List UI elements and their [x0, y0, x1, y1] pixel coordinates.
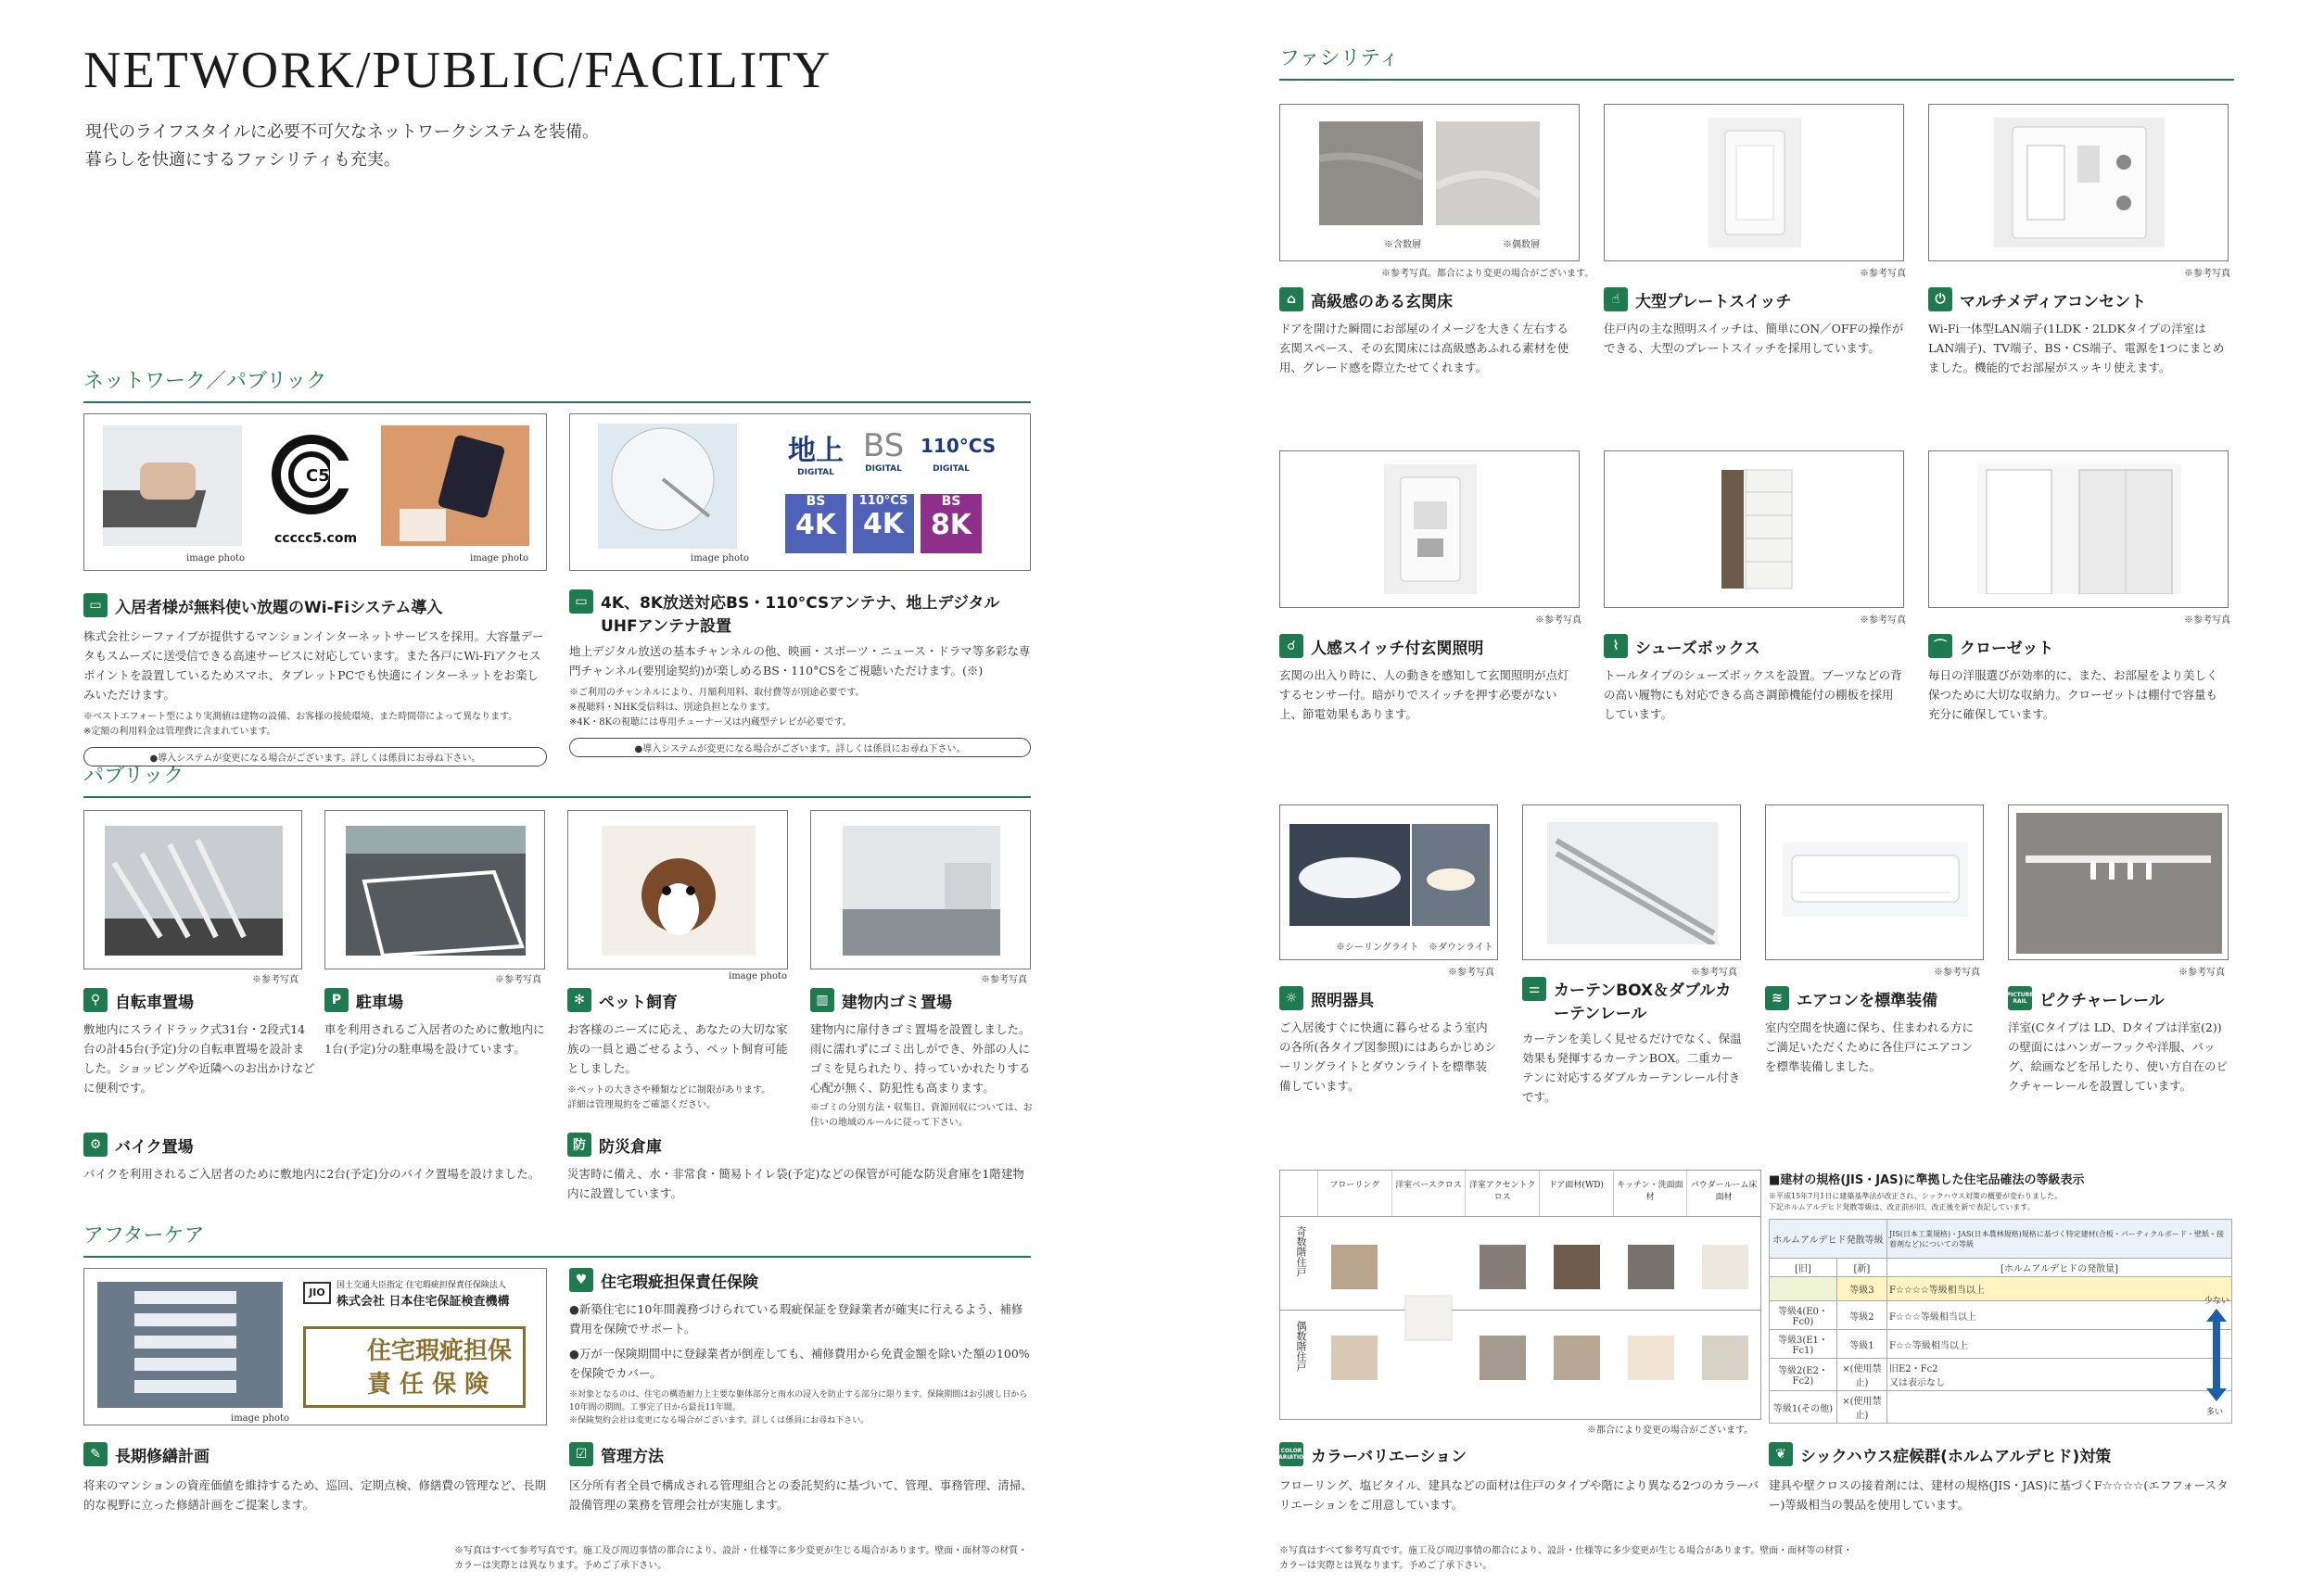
col-door: ドア面材(WD): [1539, 1171, 1613, 1216]
picture-body: 洋室(Cタイプは LD、Dタイプは洋室(2))の壁面にはハンガーフックや洋服、バッグ、絵画などを吊したり、使い方自在のピクチャーレールを設置しています。: [2008, 1020, 2229, 1093]
warranty-block: [569, 1268, 1033, 1427]
jio-card: [83, 1268, 547, 1425]
bicycle-body: 敷地内にスライドラック式31台・2段式14台の計45台(予定)分の自転車置場を設計ました。ショッピングや近隣へのお出かけなどに便利です。: [83, 1022, 315, 1095]
color-variation-icon: COLOR VARIATION: [1279, 1442, 1303, 1466]
sickhouse-table-note: ※平成15年7月1日に建築基準法が改正され、シックハウス対策の概要が変わりました。 下記ホルムアルデヒド発散等級は、改正前が旧、改正後を新で表記しています。: [1769, 1192, 2062, 1211]
bs-digital-logo: [853, 427, 914, 483]
lighting-card: [1279, 804, 1498, 960]
cell: 旧E2・Fc2 又は表示なし: [1886, 1359, 2231, 1391]
cell: F☆☆等級相当以上: [1886, 1330, 2231, 1359]
color-body: フローリング、塩ビタイル、建具などの面材は住戸のタイプや階により異なる2つのカラーバリエーションをご用意しています。: [1279, 1478, 1759, 1512]
caption: ※参考写真: [2184, 269, 2230, 279]
disaster-icon: 防: [567, 1133, 591, 1157]
bs4k-a: BS: [806, 494, 826, 509]
page-title: NETWORK/PUBLIC/FACILITY: [83, 42, 832, 99]
cell: 等級1(その他): [1770, 1391, 1837, 1424]
bs4k-logo: [785, 494, 846, 553]
floor-card: [1279, 104, 1580, 261]
disaster-title: 防災倉庫: [599, 1137, 662, 1157]
warranty-title: 住宅瑕疵担保責任保険: [601, 1273, 758, 1292]
bs-sub: DIGITAL: [865, 464, 902, 474]
wrench-icon: ✎: [83, 1442, 108, 1466]
curtain-rail-photo: [1547, 822, 1718, 944]
bicycle-title: 自転車置場: [115, 993, 194, 1012]
th-standard: JIS(日本工業規格)・JAS(日本農林規格)規格に基づく特定建材(合板・パーティクルボード・壁紙・接着剤など)についての等級: [1886, 1220, 2231, 1259]
cell: F☆☆☆☆等級相当以上: [1886, 1277, 2231, 1301]
repair-title: 長期修繕計画: [115, 1447, 210, 1466]
bs4k-b: 4K: [794, 509, 837, 541]
warranty-bullet-2: ●万が一保険期間中に登録業者が倒産しても、補修費用から免責金額を除いた額の100%を保険でカバー。: [569, 1347, 1030, 1380]
even-swatches: [1331, 1336, 1748, 1380]
color-title: カラーバリエーション: [1311, 1447, 1467, 1466]
caption: ※参考写真: [252, 975, 298, 985]
cell: ×(使用禁止): [1836, 1359, 1886, 1391]
dog-photo: [602, 826, 756, 956]
switch-title: 大型プレートスイッチ: [1635, 292, 1792, 311]
sensor-title: 人感スイッチ付玄関照明: [1311, 639, 1484, 658]
parking-block: [324, 988, 547, 1058]
bicycle-icon: ⚲: [83, 988, 108, 1012]
cs-digital-logo: [921, 427, 997, 483]
trash-body: 建物内に扉付きゴミ置場を設置しました。雨に濡れずにゴミ出しができ、外部の人にゴミを見られたり、持っていかれたりする心配が無く、防犯性も高まります。: [810, 1022, 1031, 1095]
switch-card: [1604, 104, 1904, 261]
wifi-pill: ●導入システムが変更になる場合がございます。詳しくは係員にお尋ね下さい。: [83, 747, 547, 766]
trash-block: [810, 988, 1033, 1131]
curtain-icon: ⚌: [1522, 977, 1546, 1001]
caption: ※参考写真: [2184, 615, 2230, 626]
floor-icon: ⌂: [1279, 287, 1303, 311]
sickhouse-table-title: ■建材の規格(JIS・JAS)に準拠した住宅品確法の等級表示: [1769, 1173, 2085, 1187]
management-block: [569, 1442, 1033, 1514]
section-public: パブリック: [83, 760, 1031, 798]
color-table-header: [1280, 1171, 1760, 1217]
cs-sub: DIGITAL: [933, 464, 970, 474]
antenna-photo: [598, 424, 737, 549]
pet-note: ※ペットの大きさや種類などに制限があります。 詳細は管理規約をご確認ください。: [567, 1085, 771, 1110]
section-facility: ファシリティ: [1279, 43, 2234, 81]
heart-icon: ♥: [569, 1268, 593, 1292]
th-new: [新]: [1836, 1259, 1886, 1277]
pet-title: ペット飼育: [599, 993, 678, 1012]
tv-icon: ▭: [569, 589, 593, 614]
hanger-icon: ⌒: [1928, 634, 1952, 658]
cell: [1770, 1277, 1837, 1301]
caption: ※参考写真: [1448, 968, 1494, 978]
th-grade: ホルムアルデヒド発散等級: [1770, 1220, 1887, 1259]
closet-block: [1928, 634, 2229, 724]
picture-block: [2008, 986, 2230, 1096]
stone-even: [1436, 121, 1540, 225]
pet-card: [567, 810, 788, 969]
col-powder: パウダールーム床面材: [1686, 1171, 1760, 1216]
antenna-image-card: [569, 413, 1031, 571]
antenna-body: 地上デジタル放送の基本チャンネルの他、映画・スポーツ・ニュース・ドラマ等多彩な専門チャンネル(要別途契約)が楽しめるBS・110°CSをご視聴いただけます。(※): [569, 644, 1031, 678]
sickhouse-title: シックハウス症候群(ホルムアルデヒド)対策: [1800, 1447, 2112, 1466]
parking-title: 駐車場: [356, 993, 403, 1012]
floor-body: ドアを開けた瞬間にお部屋のイメージを大きく左右する玄関スペース、その玄関床には高級感あふれる素材を使用、グレード感を際立たせてくれます。: [1279, 322, 1569, 374]
c5-url: ccccc5.com: [274, 531, 358, 546]
shoebox-photo: [1708, 464, 1801, 594]
section-aftercare: アフターケア: [83, 1220, 1031, 1258]
antenna-note: ※ご利用のチャンネルにより、月額利用料、取付費等が別途必要です。 ※視聴料・NHK受信料は、別途負担となります。 ※4K・8Kの視聴には専用チューナー又は内蔵型テレビが必要です。: [569, 688, 865, 728]
amount-arrow: [2204, 1309, 2229, 1401]
col-accent-cloth: 洋室アクセントクロス: [1465, 1171, 1539, 1216]
wifi-title: 入居者様が無料使い放題のWi-Fiシステム導入: [115, 598, 443, 617]
wifi-body: 株式会社シーファイブが提供するマンションインターネットサービスを採用。大容量データもスムーズに送受信できる高速サービスに対応しています。また各戸にWi-Fiアクセスポイントを設置しているためスマホ、タブレットPCでも快適にインターネットをお楽しみいただけます。: [83, 629, 544, 702]
bs8k-b: 8K: [930, 509, 972, 541]
cell: 等級2: [1836, 1301, 1886, 1330]
bike-body: バイクを利用されるご入居者のために敷地内に2台(予定)分のバイク置場を設けました。: [83, 1167, 540, 1181]
cell: 等級1: [1836, 1330, 1886, 1359]
caption: ※参考写真: [1535, 615, 1581, 626]
management-title: 管理方法: [601, 1447, 664, 1466]
lighting-body: ご入居後すぐに快適に暮らせるよう室内の各所(各タイプ図参照)にはあらかじめシーリングライトとダウンライトを標準装備しています。: [1279, 1020, 1497, 1093]
jio-org: 株式会社 日本住宅保証検査機構: [337, 1295, 510, 1309]
sensor-body: 玄関の出入り時に、人の動きを感知して玄関照明が点灯するセンサー付。暗がりでスイッチを押す必要がない上、節電効果もあります。: [1279, 668, 1569, 721]
jio-badge-line2: 責 任 保 険: [367, 1371, 489, 1399]
bicycle-rack-photo: [105, 826, 283, 956]
trash-title: 建物内ゴミ置場: [842, 993, 952, 1012]
bike-title: バイク置場: [115, 1137, 194, 1157]
aircon-title: エアコンを標準装備: [1797, 991, 1938, 1010]
footnote-left: ※写真はすべて参考写真です。施工及び周辺事情の都合により、設計・仕様等に多少変更が生じる場合があります。壁面・面材等の材質・カラーは実際とは異なります。予めご了承下さい。: [454, 1546, 1028, 1571]
closet-title: クローゼット: [1960, 639, 2054, 658]
more-label: 多い: [2206, 1408, 2224, 1417]
caption: ※参考写真: [1691, 968, 1737, 978]
antenna-title: 4K、8K放送対応BS・110°CSアンテナ、地上デジタルUHFアンテナ設置: [601, 594, 1000, 636]
bike-block: [83, 1133, 556, 1184]
aircon-card: [1765, 804, 1984, 960]
caption: ※参考写真: [495, 975, 541, 985]
jio-org-small: 国土交通大臣指定 住宅瑕疵担保責任保険法人: [337, 1281, 506, 1290]
warranty-bullet-1: ●新築住宅に10年間義務づけられている瑕疵保証を登録業者が確実に行えるよう、補修費用を保険でサポート。: [569, 1302, 1023, 1336]
laptop-photo: [103, 425, 242, 546]
outlet-title: マルチメディアコンセント: [1960, 292, 2147, 311]
management-icon: ☑: [569, 1442, 593, 1466]
disaster-body: 災害時に備え、水・非常食・簡易トイレ袋(予定)などの保管が可能な防災倉庫を1階建物内に設置しています。: [567, 1167, 1024, 1200]
th-amount: [ホルムアルデヒドの発散量]: [1886, 1259, 2231, 1277]
caption: image photo: [729, 971, 788, 982]
chideji-text: 地上: [788, 435, 844, 467]
cs4k-a: 110°CS: [858, 494, 908, 508]
tablet-photo: [381, 425, 529, 546]
parking-card: [324, 810, 545, 969]
antenna-block: [569, 589, 1031, 757]
formaldehyde-table: [1769, 1219, 2232, 1424]
building-photo: [97, 1282, 283, 1408]
odd-swatches: [1331, 1245, 1748, 1289]
section-network: ネットワーク／パブリック: [83, 365, 1031, 403]
caption: image photo: [186, 553, 246, 564]
outlet-block: [1928, 287, 2229, 377]
c5-logo: [265, 433, 358, 526]
stone1-caption: ※含数層: [1384, 240, 1421, 250]
downlight-photo: [1412, 824, 1490, 926]
pet-block: [567, 988, 790, 1113]
chideji-sub: DIGITAL: [797, 468, 834, 477]
trash-note: ※ゴミの分別方法・収集日、資源回収については、お住いの地域のルールに従って下さい。: [810, 1103, 1033, 1128]
color-swatches: [1317, 1217, 1762, 1421]
repair-block: [83, 1442, 556, 1514]
parking-body: 車を利用されるご入居者のために敷地内に1台(予定)分の駐車場を設けています。: [324, 1022, 545, 1056]
stone2-caption: ※偶数層: [1503, 240, 1540, 250]
motorbike-icon: ⚙: [83, 1133, 108, 1157]
color-note: ※都合により変更の場合がございます。: [1587, 1425, 1754, 1436]
down-caption: ※ダウンライト: [1429, 943, 1493, 953]
sickhouse-body: 建具や壁クロスの接着剤には、建材の規格(JIS・JAS)に基づくF☆☆☆☆(エフフォースター)等級相当の製品を使用しています。: [1769, 1478, 2229, 1512]
aircon-icon: ≋: [1765, 986, 1789, 1010]
bicycle-card: [83, 810, 302, 969]
bs8k-logo: [921, 494, 982, 553]
shoes-title: シューズボックス: [1635, 639, 1760, 658]
floor-title: 高級感のある玄関床: [1311, 292, 1453, 311]
switch-block: [1604, 287, 1904, 358]
col-base-cloth: 洋室ベースクロス: [1391, 1171, 1466, 1216]
parking-icon: P: [324, 988, 349, 1012]
warranty-note: ※対象となるのは、住宅の構造耐力上主要な躯体部分と雨水の浸入を防止する部分に限ります。保険期間はお引渡し日から10年間の期間。工事完了日から最長11年間。 ※保険契約会社は変更になる場合がございます。詳しくは係員にお尋ね下さい。: [569, 1390, 1028, 1425]
caption: ※参考写真。都合により変更の場合がございます。: [1381, 269, 1594, 279]
shoes-body: トールタイプのシューズボックスを設置。ブーツなどの背の高い履物にも対応できる高さ調節機能付の棚板を採用しています。: [1604, 668, 1902, 721]
caption: ※参考写真: [981, 975, 1027, 985]
outlet-body: Wi-Fi一体型LAN端子(1LDK・2LDKタイプの洋室はLAN端子)、TV端子、BS・CS端子、電源を1つにまとめました。機能的でお部屋がスッキリ使えます。: [1928, 322, 2225, 374]
shoes-block: [1604, 634, 1904, 724]
cell: ×(使用禁止): [1836, 1391, 1886, 1424]
disaster-block: [567, 1133, 1031, 1203]
plug-icon: ⏻: [1928, 287, 1952, 311]
bicycle-block: [83, 988, 315, 1097]
caption: ※参考写真: [1934, 968, 1980, 978]
ceiling-caption: ※シーリングライト: [1336, 943, 1419, 953]
closet-card: [1928, 450, 2229, 608]
trash-room-photo: [843, 826, 1000, 956]
curtain-title: カーテンBOX＆ダブルカーテンレール: [1554, 982, 1732, 1023]
wifi-block: [83, 593, 547, 766]
less-label: 少ない: [2204, 1297, 2230, 1306]
aircon-photo: [1783, 842, 1968, 917]
col-flooring: フローリング: [1317, 1171, 1391, 1216]
color-block: [1274, 1442, 1761, 1514]
row-even: 偶数階住戸: [1295, 1321, 1307, 1372]
curtain-body: カーテンを美しく見せるだけでなく、保温効果も発揮するカーテンBOX。二重カーテンに対応するダブルカーテンレール付きです。: [1522, 1032, 1742, 1104]
curtain-block: [1522, 977, 1745, 1107]
cell: [1886, 1391, 2231, 1424]
color-variation-table: [1279, 1170, 1761, 1420]
laptop-icon: ▭: [83, 593, 108, 617]
leaf-icon: ❦: [1769, 1442, 1793, 1466]
lighting-block: [1279, 986, 1498, 1096]
management-body: 区分所有者全員で構成される管理組合との委託契約に基づいて、管理、事務管理、清掃、設備管理の業務を管理会社が実施します。: [569, 1478, 1033, 1512]
cell: 等級3: [1836, 1277, 1886, 1301]
picture-rail-photo: [2016, 813, 2222, 954]
caption: ※参考写真: [2178, 968, 2225, 978]
parking-photo: [346, 826, 526, 956]
picture-title: ピクチャーレール: [2039, 991, 2165, 1010]
closet-photo: [1977, 464, 2181, 594]
cell: F☆☆☆等級相当以上: [1886, 1301, 2231, 1330]
cs4k-logo: [853, 494, 914, 553]
caption: image photo: [470, 553, 529, 564]
aircon-body: 室内空間を快適に保ち、住まわれる方にご満足いただくために各住戸にエアコンを標準装備しました。: [1765, 1020, 1975, 1073]
curtain-card: [1522, 804, 1741, 960]
wifi-image-card: [83, 413, 547, 571]
light-icon: ☼: [1279, 986, 1303, 1010]
cs-text: 110°CS: [921, 435, 997, 457]
jio-badge-line1: 住宅瑕疵担保: [367, 1337, 513, 1365]
sensor-card: [1279, 450, 1580, 608]
switch-body: 住戸内の主な照明スイッチは、簡単にON／OFFの操作ができる、大型のプレートスイッチを採用しています。: [1604, 322, 1904, 355]
sickhouse-block: [1769, 1442, 2232, 1514]
trash-card: [810, 810, 1031, 969]
col-kitchen: キッチン・洗面面材: [1613, 1171, 1687, 1216]
bs8k-a: BS: [941, 494, 961, 509]
switch-icon: ☝: [1604, 287, 1628, 311]
picture-rail-icon: PICTURE RAIL: [2008, 986, 2032, 1010]
shoes-card: [1604, 450, 1904, 608]
jio-logo: JIO: [303, 1282, 331, 1304]
paw-icon: ✻: [567, 988, 591, 1012]
trash-icon: ▥: [810, 988, 834, 1012]
bs-text: BS: [862, 427, 905, 464]
cell: 等級2(E2・Fc2): [1770, 1359, 1837, 1391]
outlet-photo: [1994, 118, 2165, 247]
sickhouse-table-block: [1769, 1170, 2232, 1424]
switch-photo: [1708, 118, 1801, 247]
caption: image photo: [231, 1413, 290, 1424]
c5-mark: C5: [306, 466, 330, 486]
lighting-title: 照明器具: [1311, 991, 1374, 1010]
th-old: [旧]: [1770, 1259, 1837, 1277]
caption: ※参考写真: [1860, 269, 1906, 279]
sensor-icon: ☌: [1279, 634, 1303, 658]
shoe-icon: ⌇: [1604, 634, 1628, 658]
floor-block: [1279, 287, 1580, 377]
footnote-right: ※写真はすべて参考写真です。施工及び周辺事情の都合により、設計・仕様等に多少変更が生じる場合があります。壁面・面材等の材質・カラーは実際とは異なります。予めご了承下さい。: [1279, 1546, 1853, 1571]
lead-line-2: 暮らしを快適にするファシリティも充実。: [85, 150, 400, 170]
cell: 等級3(E1・Fc1): [1770, 1330, 1837, 1359]
antenna-pill: ●導入システムが変更になる場合がございます。詳しくは係員にお尋ね下さい。: [569, 738, 1031, 757]
caption: ※参考写真: [1860, 615, 1906, 626]
picture-rail-card: [2008, 804, 2229, 960]
sensor-switch-photo: [1384, 464, 1477, 594]
pet-body: お客様のニーズに応え、あなたの大切な家族の一員と過ごせるよう、ペット飼育可能としました。: [567, 1022, 788, 1075]
cell: 等級4(E0・Fc0): [1770, 1301, 1837, 1330]
caption: image photo: [691, 553, 750, 564]
wifi-note: ※ベストエフォート型により実測値は建物の設備、お客様の接続環境、また時間帯によって異なります。 ※定額の利用料金は管理費に含まれています。: [83, 712, 518, 737]
lead-line-1: 現代のライフスタイルに必要不可欠なネットワークシステムを装備。: [85, 122, 600, 142]
jio-badge: [303, 1326, 526, 1408]
cs4k-b: 4K: [862, 508, 905, 540]
repair-body: 将来のマンションの資産価値を維持するため、巡回、定期点検、修繕費の管理など、長期的な視野に立った修繕計画をご提案します。: [83, 1478, 546, 1512]
sensor-block: [1279, 634, 1580, 724]
lead-text: [85, 119, 599, 174]
stone-odd: [1319, 121, 1423, 225]
aircon-block: [1765, 986, 1984, 1076]
chideji-logo: [785, 427, 846, 483]
ceiling-light-photo: [1289, 824, 1410, 926]
outlet-card: [1928, 104, 2229, 261]
closet-body: 毎日の洋服選びが効率的に、また、お部屋をより美しく保つために大切な収納力。クローゼットは棚付で容量も充分に確保しています。: [1928, 668, 2218, 721]
row-odd: 奇数階住戸: [1295, 1226, 1307, 1277]
